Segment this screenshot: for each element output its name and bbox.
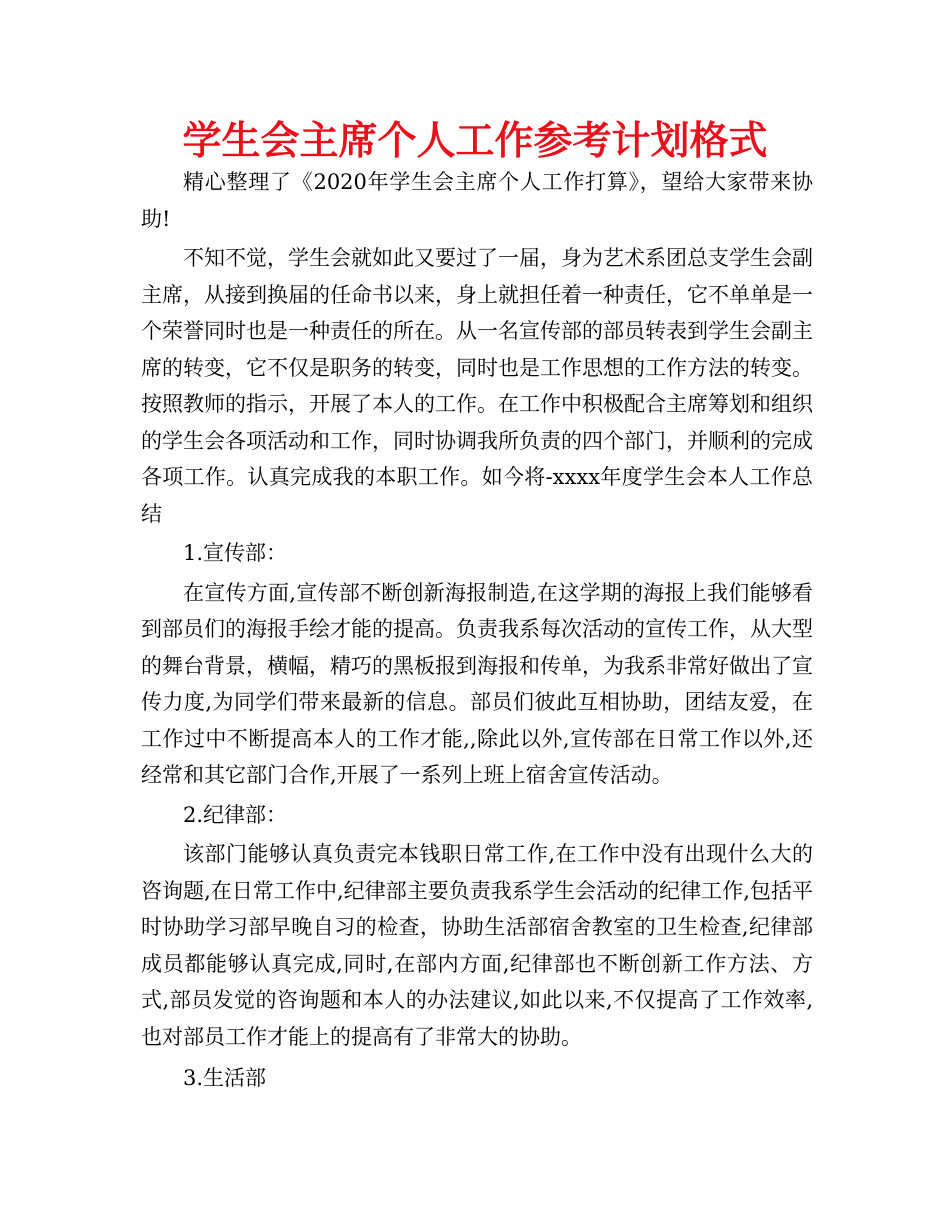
section-body-discipline: 该部门能够认真负责完本钱职日常工作,在工作中没有出现什么大的咨询题,在日常工作中,纪律部主要负责我系学生会活动的纪律工作,包括平时协助学习部早晚自习的检查，协助生活部宿舍教室的卫生检查,纪律部成员都能够认真完成,同时,在部内方面,纪律部也不断创新工作方法、方式,部员发觉的咨询题和本人的办法建议,如此以来,不仅提高了工作效率,也对部员工作才能上的提高有了非常大的协助。	[141, 842, 813, 1049]
body-paragraph-1: 不知不觉，学生会就如此又要过了一届，身为艺术系团总支学生会副主席，从接到换届的任命书以来，身上就担任着一种责任，它不单单是一个荣誉同时也是一种责任的所在。从一名宣传部的部员转表到学生会副主席的转变，它不仅是职务的转变，同时也是工作思想的工作方法的转变。按照教师的指示，开展了本人的工作。在工作中积极配合主席筹划和组织的学生会各项活动和工作，同时协调我所负责的四个部门，并顺利的完成各项工作。认真完成我的本职工作。如今将-xxxx年度学生会本人工作总结	[141, 246, 813, 526]
document-title: 学生会主席个人工作参考计划格式	[182, 119, 768, 164]
section-body-publicity: 在宣传方面,宣传部不断创新海报制造,在这学期的海报上我们能够看到部员们的海报手绘才能的提高。负责我系每次活动的宣传工作，从大型的舞台背景，横幅，精巧的黑板报到海报和传单，为我系非常好做出了宣传力度,为同学们带来最新的信息。部员们彼此互相协助，团结友爱，在工作过中不断提高本人的工作才能,,除此以外,宣传部在日常工作以外,还经常和其它部门合作,开展了一系列上班上宿舍宣传活动。	[141, 580, 813, 787]
section-heading-life: 3.生活部	[183, 1066, 267, 1090]
section-heading-discipline: 2.纪律部：	[183, 802, 288, 827]
document-body	[141, 164, 813, 1097]
section-heading-publicity: 1.宣传部：	[183, 541, 288, 565]
intro-paragraph: 精心整理了《2020年学生会主席个人工作打算》，望给大家带来协助!	[141, 170, 813, 231]
